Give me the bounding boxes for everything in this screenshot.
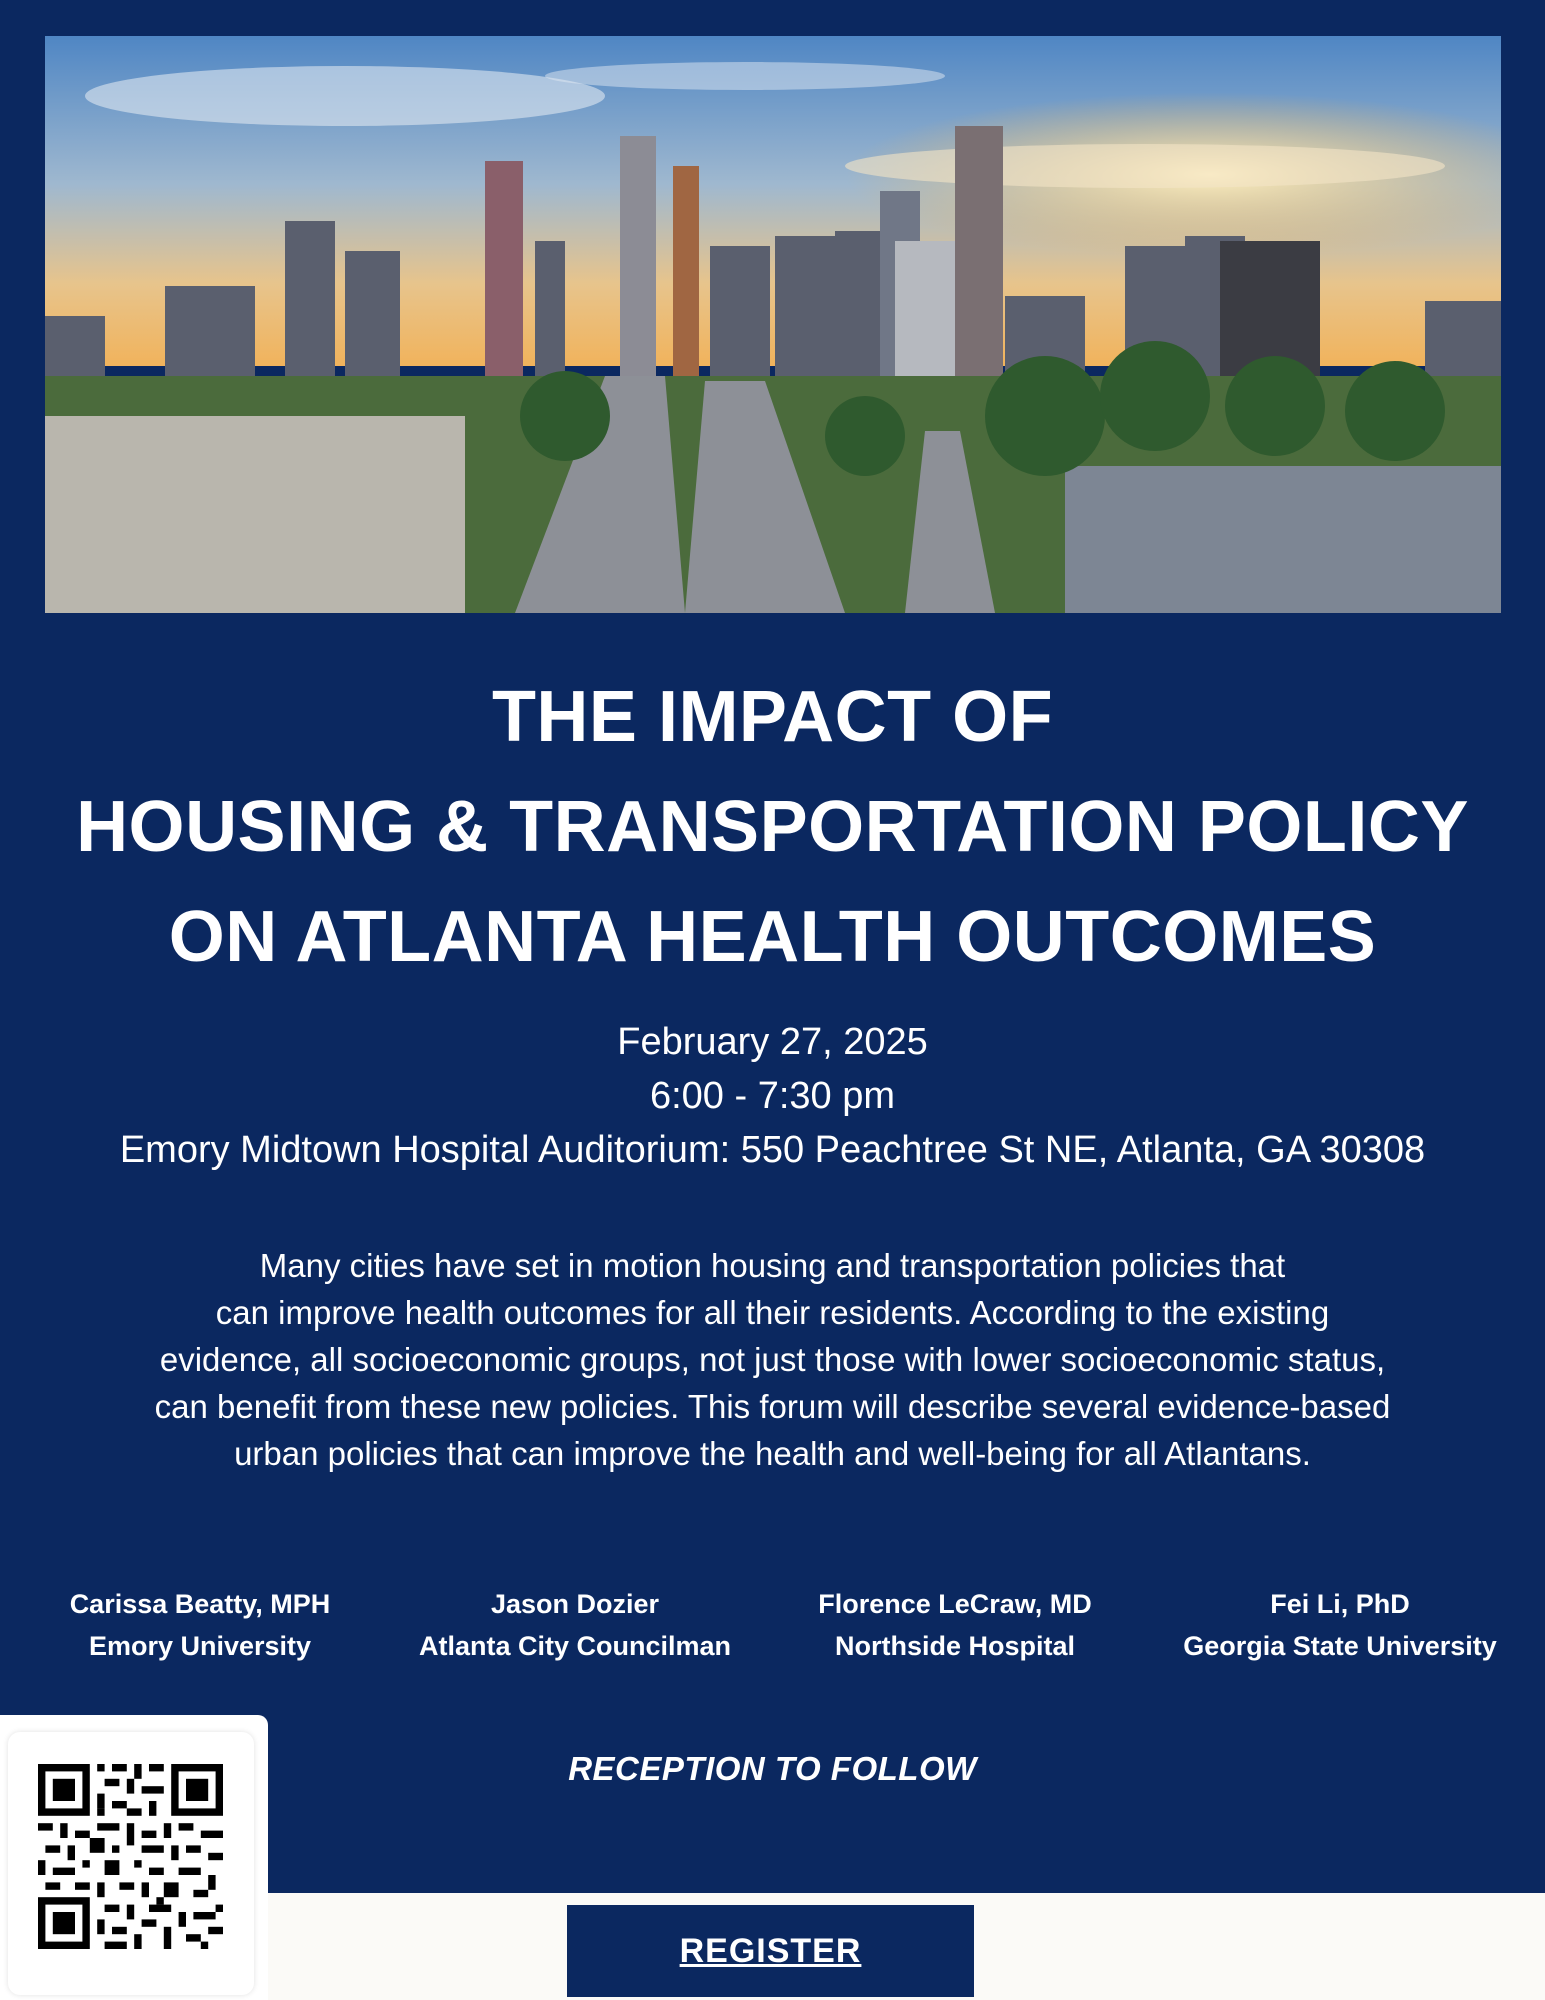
speaker-affiliation: Northside Hospital — [834, 1631, 1076, 1661]
description-line: can benefit from these new policies. This forum will describe several evidence-based — [154, 1388, 1391, 1425]
speaker-name: Carissa Beatty, MPH — [69, 1589, 331, 1619]
title-line-2: HOUSING & TRANSPORTATION POLICY — [76, 787, 1469, 867]
description-line: can improve health outcomes for all their residents. According to the existing — [215, 1294, 1330, 1331]
speaker-name: Florence LeCraw, MD — [818, 1589, 1092, 1619]
reception-note: RECEPTION TO FOLLOW — [568, 1750, 977, 1787]
description-line: urban policies that can improve the health and well-being for all Atlantans. — [234, 1435, 1311, 1472]
event-description — [0, 1242, 1545, 1477]
title-line-1: THE IMPACT OF — [491, 677, 1054, 757]
register-button[interactable]: REGISTER — [567, 1905, 974, 1997]
description-line: evidence, all socioeconomic groups, not just those with lower socioeconomic status, — [159, 1341, 1386, 1378]
event-title — [0, 662, 1545, 992]
qr-frame — [8, 1732, 254, 1995]
speaker-jason-dozier — [410, 1583, 740, 1667]
speaker-name: Fei Li, PhD — [1270, 1589, 1410, 1619]
event-time: 6:00 - 7:30 pm — [649, 1075, 896, 1117]
speaker-affiliation: Emory University — [88, 1631, 312, 1661]
qr-code-icon[interactable] — [38, 1764, 223, 1949]
hero-skyline-image — [45, 36, 1501, 613]
speaker-florence-lecraw — [810, 1583, 1100, 1667]
speaker-fei-li — [1170, 1583, 1510, 1667]
speaker-affiliation: Georgia State University — [1183, 1631, 1497, 1661]
speaker-carissa-beatty — [60, 1583, 340, 1667]
description-line: Many cities have set in motion housing and transportation policies that — [259, 1247, 1286, 1284]
speaker-affiliation: Atlanta City Councilman — [418, 1631, 732, 1661]
skyline-illustration — [45, 36, 1501, 613]
event-date: February 27, 2025 — [617, 1021, 928, 1063]
title-line-3: ON ATLANTA HEALTH OUTCOMES — [168, 897, 1377, 977]
speaker-name: Jason Dozier — [490, 1589, 660, 1619]
event-location: Emory Midtown Hospital Auditorium: 550 Peachtree St NE, Atlanta, GA 30308 — [119, 1129, 1426, 1171]
qr-card — [0, 1715, 268, 2000]
event-details — [0, 1015, 1545, 1177]
